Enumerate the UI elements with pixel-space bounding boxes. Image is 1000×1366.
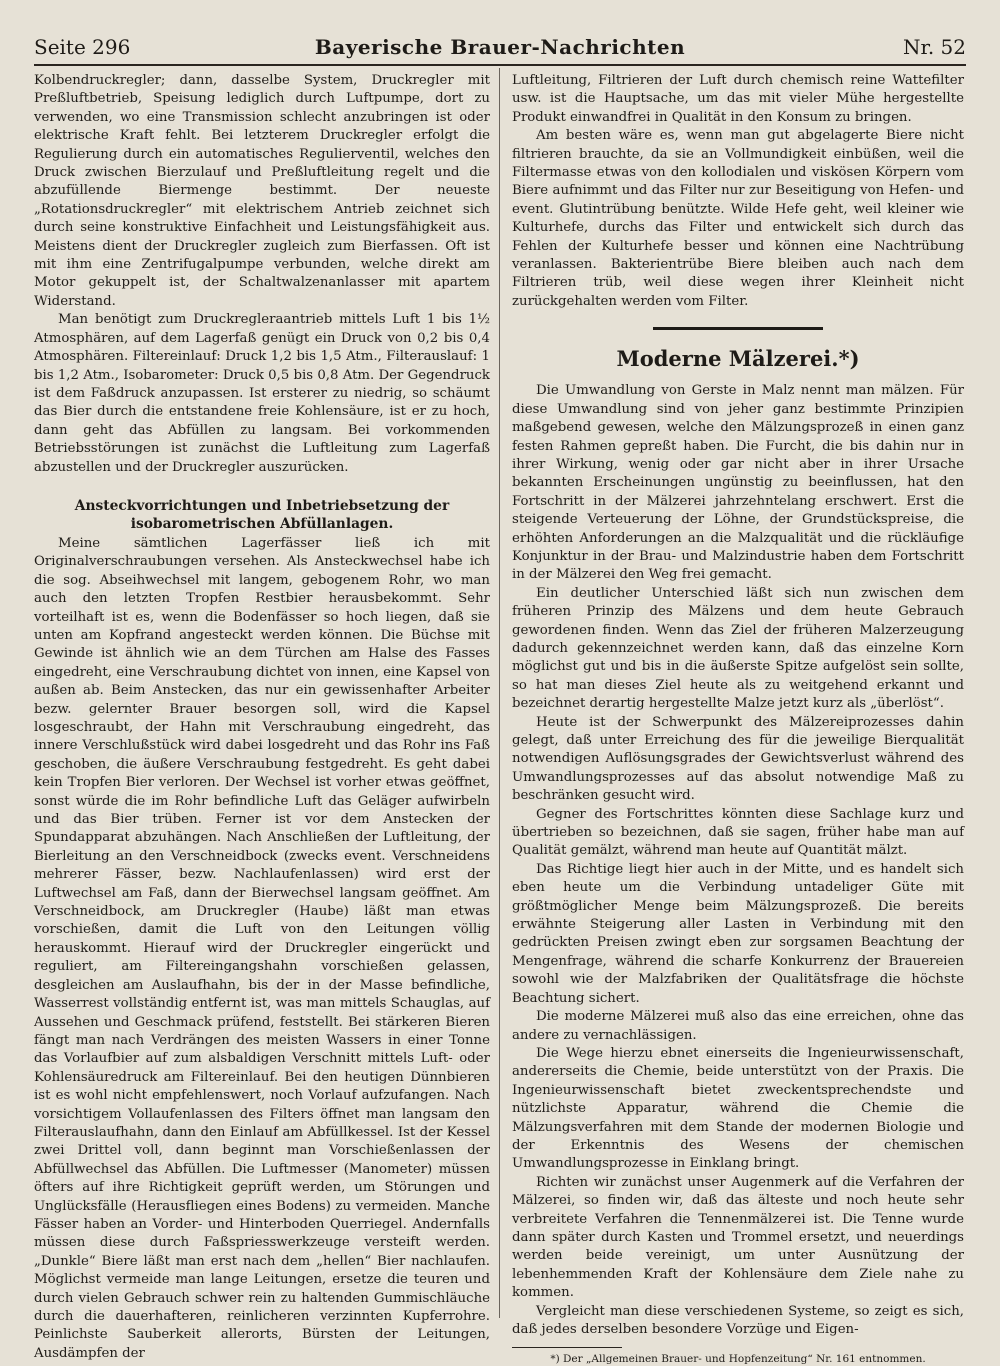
footnote: *) Der „Allgemeinen Brauer- und Hopfenzeitung“ Nr. 161 entnommen. — [550, 1353, 926, 1366]
paragraph: Das Richtige liegt hier auch in der Mitte, und es handelt sich eben heute um die Verbindung untadeliger Güte mit größtmöglicher Menge beim Mälzungsprozeß. Die bereits erwähnte Steigerung aller Lasten in Verbindung mit den gedrückten Preisen zwingt eben zur sorgsamen Beachtung der Mengenfrage, während die scharfe Konkurrenz der Brauereien sowohl wie der Malzfabriken der Qualitätsfrage die höchste Beachtung sichert. — [512, 861, 964, 1006]
paragraph: Kolbendruckregler; dann, dasselbe System, Druckregler mit Preßluftbetrieb, Speisung lediglich durch Luftpumpe, dort zu verwenden, wo eine Transmission schlecht anzubringen ist oder elektrische Kraft fehlt. Bei letzterem Druckregler erfolgt die Regulierung durch ein automatisches Regulierventil, welches den Druck zwischen Bierzulauf und Preßluftleitung regelt und die abzufüllende Biermenge bestimmt. Der neueste „Rotationsdruckregler“ mit elektrischem Antrieb zeichnet sich durch seine konstruktive Einfachheit und Leistungsfähigkeit aus. Meistens dient der Druckregler zugleich zum Bierfassen. Oft ist mit ihm eine Zentrifugalpumpe verbunden, welche direkt am Motor gekuppelt ist, der Schaltwalzenanlasser mit apartem Widerstand. — [34, 73, 490, 309]
paragraph: Luftleitung, Filtrieren der Luft durch chemisch reine Wattefilter usw. ist die Hauptsache, um das mit vieler Mühe hergestellte Produkt einwandfrei in Qualität in den Konsum zu bringen. — [512, 73, 964, 125]
right-column — [512, 72, 964, 1366]
header-rule — [34, 64, 966, 66]
paragraph: Heute ist der Schwerpunkt des Mälzereiprozesses dahin gelegt, daß unter Erreichung des für die jeweilige Bierqualität notwendigen Auflösungsgrades der Gewichtsverlust während des Umwandlungsprozesses auf das absolut notwendige Maß zu beschränken gesucht wird. — [512, 714, 964, 804]
section-title: Ansteckvorrichtungen und Inbetriebsetzung der isobarometrischen Abfüllanlagen. — [74, 497, 450, 532]
paragraph: Am besten wäre es, wenn man gut abgelagerte Biere nicht filtrieren brauchte, da sie an Vollmundigkeit einbüßen, weil die Filtermasse etwas von den kollodialen und viskösen Körpern vom Biere aufnimmt und das Filter nur zur Beseitigung von Hefen- und event. Glutintrübung benützte. Wilde Hefe geht, weil kleiner wie Kulturhefe, durchs das Filter und entwickelt sich durch das Fehlen der Kulturhefe besser und können eine Nachtrübung veranlassen. Bakterientrübe Biere bleiben auch nach dem Filtrieren trüb, weil diese wegen ihrer Kleinheit nicht zurückgehalten werden vom Filter. — [512, 128, 964, 309]
paragraph: Die Wege hierzu ebnet einerseits die Ingenieurwissenschaft, andererseits die Chemie, beide unterstützt von der Praxis. Die Ingenieurwissenschaft bietet zweckentsprechendste und nützlichste Apparatur, während die Chemie die Mälzungsverfahren mit dem Stande der modernen Biologie und der Erkenntnis des Wesens der chemischen Umwandlungsprozesse in Einklang bringt. — [512, 1045, 964, 1172]
paragraph: Vergleicht man diese verschiedenen Systeme, so zeigt es sich, daß jedes derselben besondere Vorzüge und Eigen- — [512, 1303, 964, 1337]
paragraph: Gegner des Fortschrittes könnten diese Sachlage kurz und übertrieben so bezeichnen, daß sie sagen, früher habe man auf Qualität gemälzt, während man heute auf Quantität mälzt. — [512, 806, 964, 859]
newspaper-title: Bayerische Brauer-Nachrichten — [314, 35, 686, 59]
article-separator — [653, 327, 823, 330]
paragraph: Die Umwandlung von Gerste in Malz nennt man mälzen. Für diese Umwandlung sind von jeher ganz bestimmte Prinzipien maßgebend gewesen, welche den Mälzungsprozeß in einen ganz festen Rahmen gepreßt haben. Die Furcht, die bis dahin nur in ihrer Wirkung, wenig oder gar nicht aber in ihrer Ursache bekannten Erscheinungen ungünstig zu beeinflussen, hat den Fortschritt in der Mälzerei jahrzehntelang erschwert. Erst die steigende Verteuerung der Löhne, der Grundstückspreise, die erhöhten Anforderungen an die Malzqualität und die rückläufige Konjunktur in der Brau- und Malzindustrie haben dem Fortschritt in der Mälzerei den Weg frei gemacht. — [512, 383, 964, 583]
paragraph: Ein deutlicher Unterschied läßt sich nun zwischen dem früheren Prinzip des Mälzens und dem heute Gebrauch gewordenen finden. Wenn das Ziel der früheren Malzerzeugung dadurch gekennzeichnet werden kann, daß das einzelne Korn möglichst gut und bis in die äußerste Spitze aufgelöst sein sollte, so hat man dieses Ziel heute als zu weitgehend erkannt und bezeichnet derartig hergestellte Malze jetzt kurz als „überlöst“. — [512, 585, 964, 712]
paragraph: Die moderne Mälzerei muß also das eine erreichen, ohne das andere zu vernachlässigen. — [512, 1009, 964, 1043]
page-header — [34, 34, 966, 62]
paragraph: Man benötigt zum Druckregleraantrieb mittels Luft 1 bis 1½ Atmosphären, auf dem Lagerfaß genügt ein Druck von 0,2 bis 0,4 Atmosphären. Filtereinlauf: Druck 1,2 bis 1,5 Atm., Filterauslauf: 1 bis 1,2 Atm., Isobarometer: Druck 0,5 bis 0,8 Atm. Der Gegendruck ist dem Faßdruck anzupassen. Ist ersterer zu niedrig, so schäumt das Bier durch die entstandene freie Kohlensäure, ist er zu hoch, dann geht das Abfüllen zu langsam. Bei vorkommenden Betriebsstörungen ist zunächst die Luftleitung zum Lagerfaß abzustellen und der Druckregler auszurücken. — [34, 312, 490, 475]
issue-number: Nr. 52 — [902, 35, 966, 59]
article-title: Moderne Mälzerei.*) — [616, 346, 860, 372]
paragraph: Meine sämtlichen Lagerfässer ließ ich mit Originalverschraubungen versehen. Als Ansteckwechsel habe ich die sog. Abseihwechsel mit langem, gebogenem Rohr, wo man auch den letzten Tropfen Restbier herausbekommt. Sehr vorteilhaft ist es, wenn die Bodenfässer so hoch liegen, daß sie unten am Kopfrand angesteckt werden können. Die Büchse mit Gewinde ist ähnlich wie an dem Türchen am Halse des Fasses eingedreht, eine Verschraubung dichtet von innen, eine Kapsel von außen ab. Beim Anstecken, das nur ein gewissenhafter Arbeiter bezw. gelernter Brauer besorgen soll, wird die Kapsel losgeschraubt, der Hahn mit Verschraubung eingedreht, das innere Verschlußstück wird dabei losgedreht und das Rohr ins Faß geschoben, die äußere Verschraubung festgedreht. Es geht dabei kein Tropfen Bier verloren. Der Wechsel ist vorher etwas geöffnet, sonst würde die im Rohr befindliche Luft das Geläger aufwirbeln und das Bier trüben. Ferner ist vor dem Anstecken der Spundapparat abzuhängen. Nach Anschließen der Luftleitung, der Bierleitung an den Verschneidbock (zwecks event. Verschneidens mehrerer Fässer, bezw. Nachlaufenlassen) wird erst der Luftwechsel am Faß, dann der Bierwechsel langsam geöffnet. Am Verschneidbock, am Druckregler (Haube) läßt man etwas vorschießen, damit die Luft von den Leitungen völlig herauskommt. Hierauf wird der Druckregler eingerückt und reguliert, am Filtereingangshahn vorschießen gelassen, desgleichen am Auslaufhahn, bis der in der Masse befindliche, Wasserrest vollständig entfernt ist, was man mittels Schauglas, auf Aussehen und Geschmack prüfend, feststellt. Bei stärkeren Bieren fängt man nach Verdrängen des meisten Wassers in einer Tonne das Vorlaufbier auf zum alsbaldigen Verschnitt mittels Luft- oder Kohlensäuredruck am Filtereinlauf. Bei den heutigen Dünnbieren ist es wohl nicht empfehlenswert, noch Vorlauf aufzufangen. Nach vorsichtigem Vollaufenlassen des Filters öffnet man langsam den Filterauslaufhahn, dann den Einlauf am Abfüllkessel. Ist der Kessel zwei Drittel voll, dann beginnt man Vorschießenlassen der Abfüllwechsel das Abfüllen. Die Luftmesser (Manometer) müssen öfters auf ihre Richtigkeit geprüft werden, um Störungen und Unglücksfälle (Herausfliegen eines Bodens) zu vermeiden. Manche Fässer haben an Vorder- und Hinterboden Querriegel. Andernfalls müssen diese durch Faßspriesswerkzeuge versteift werden. „Dunkle“ Biere läßt man erst nach dem „hellen“ Bier nachlaufen. Möglichst vermeide man lange Leitungen, ersetze die teuren und durch vielen Gebrauch schwer rein zu haltenden Gummischläuche durch die dauerhafteren, reinlicheren verzinnten Kupferrohre. Peinlichste Sauberkeit allerorts, Bürsten der Leitungen, Ausdämpfen der — [34, 535, 490, 1361]
page-number: Seite 296 — [34, 35, 131, 59]
column-divider — [499, 68, 500, 1318]
left-column — [34, 72, 490, 1363]
paragraph: Richten wir zunächst unser Augenmerk auf die Verfahren der Mälzerei, so finden wir, daß das älteste und noch heute sehr verbreitete Verfahren die Tennenmälzerei ist. Die Tenne wurde dann später durch Kasten und Trommel ersetzt, und neuerdings werden beide vereinigt, um unter Ausnützung der lebenhemmenden Kraft der Kohlensäure dem Ziele nahe zu kommen. — [512, 1174, 964, 1301]
footnote-rule — [512, 1347, 622, 1348]
